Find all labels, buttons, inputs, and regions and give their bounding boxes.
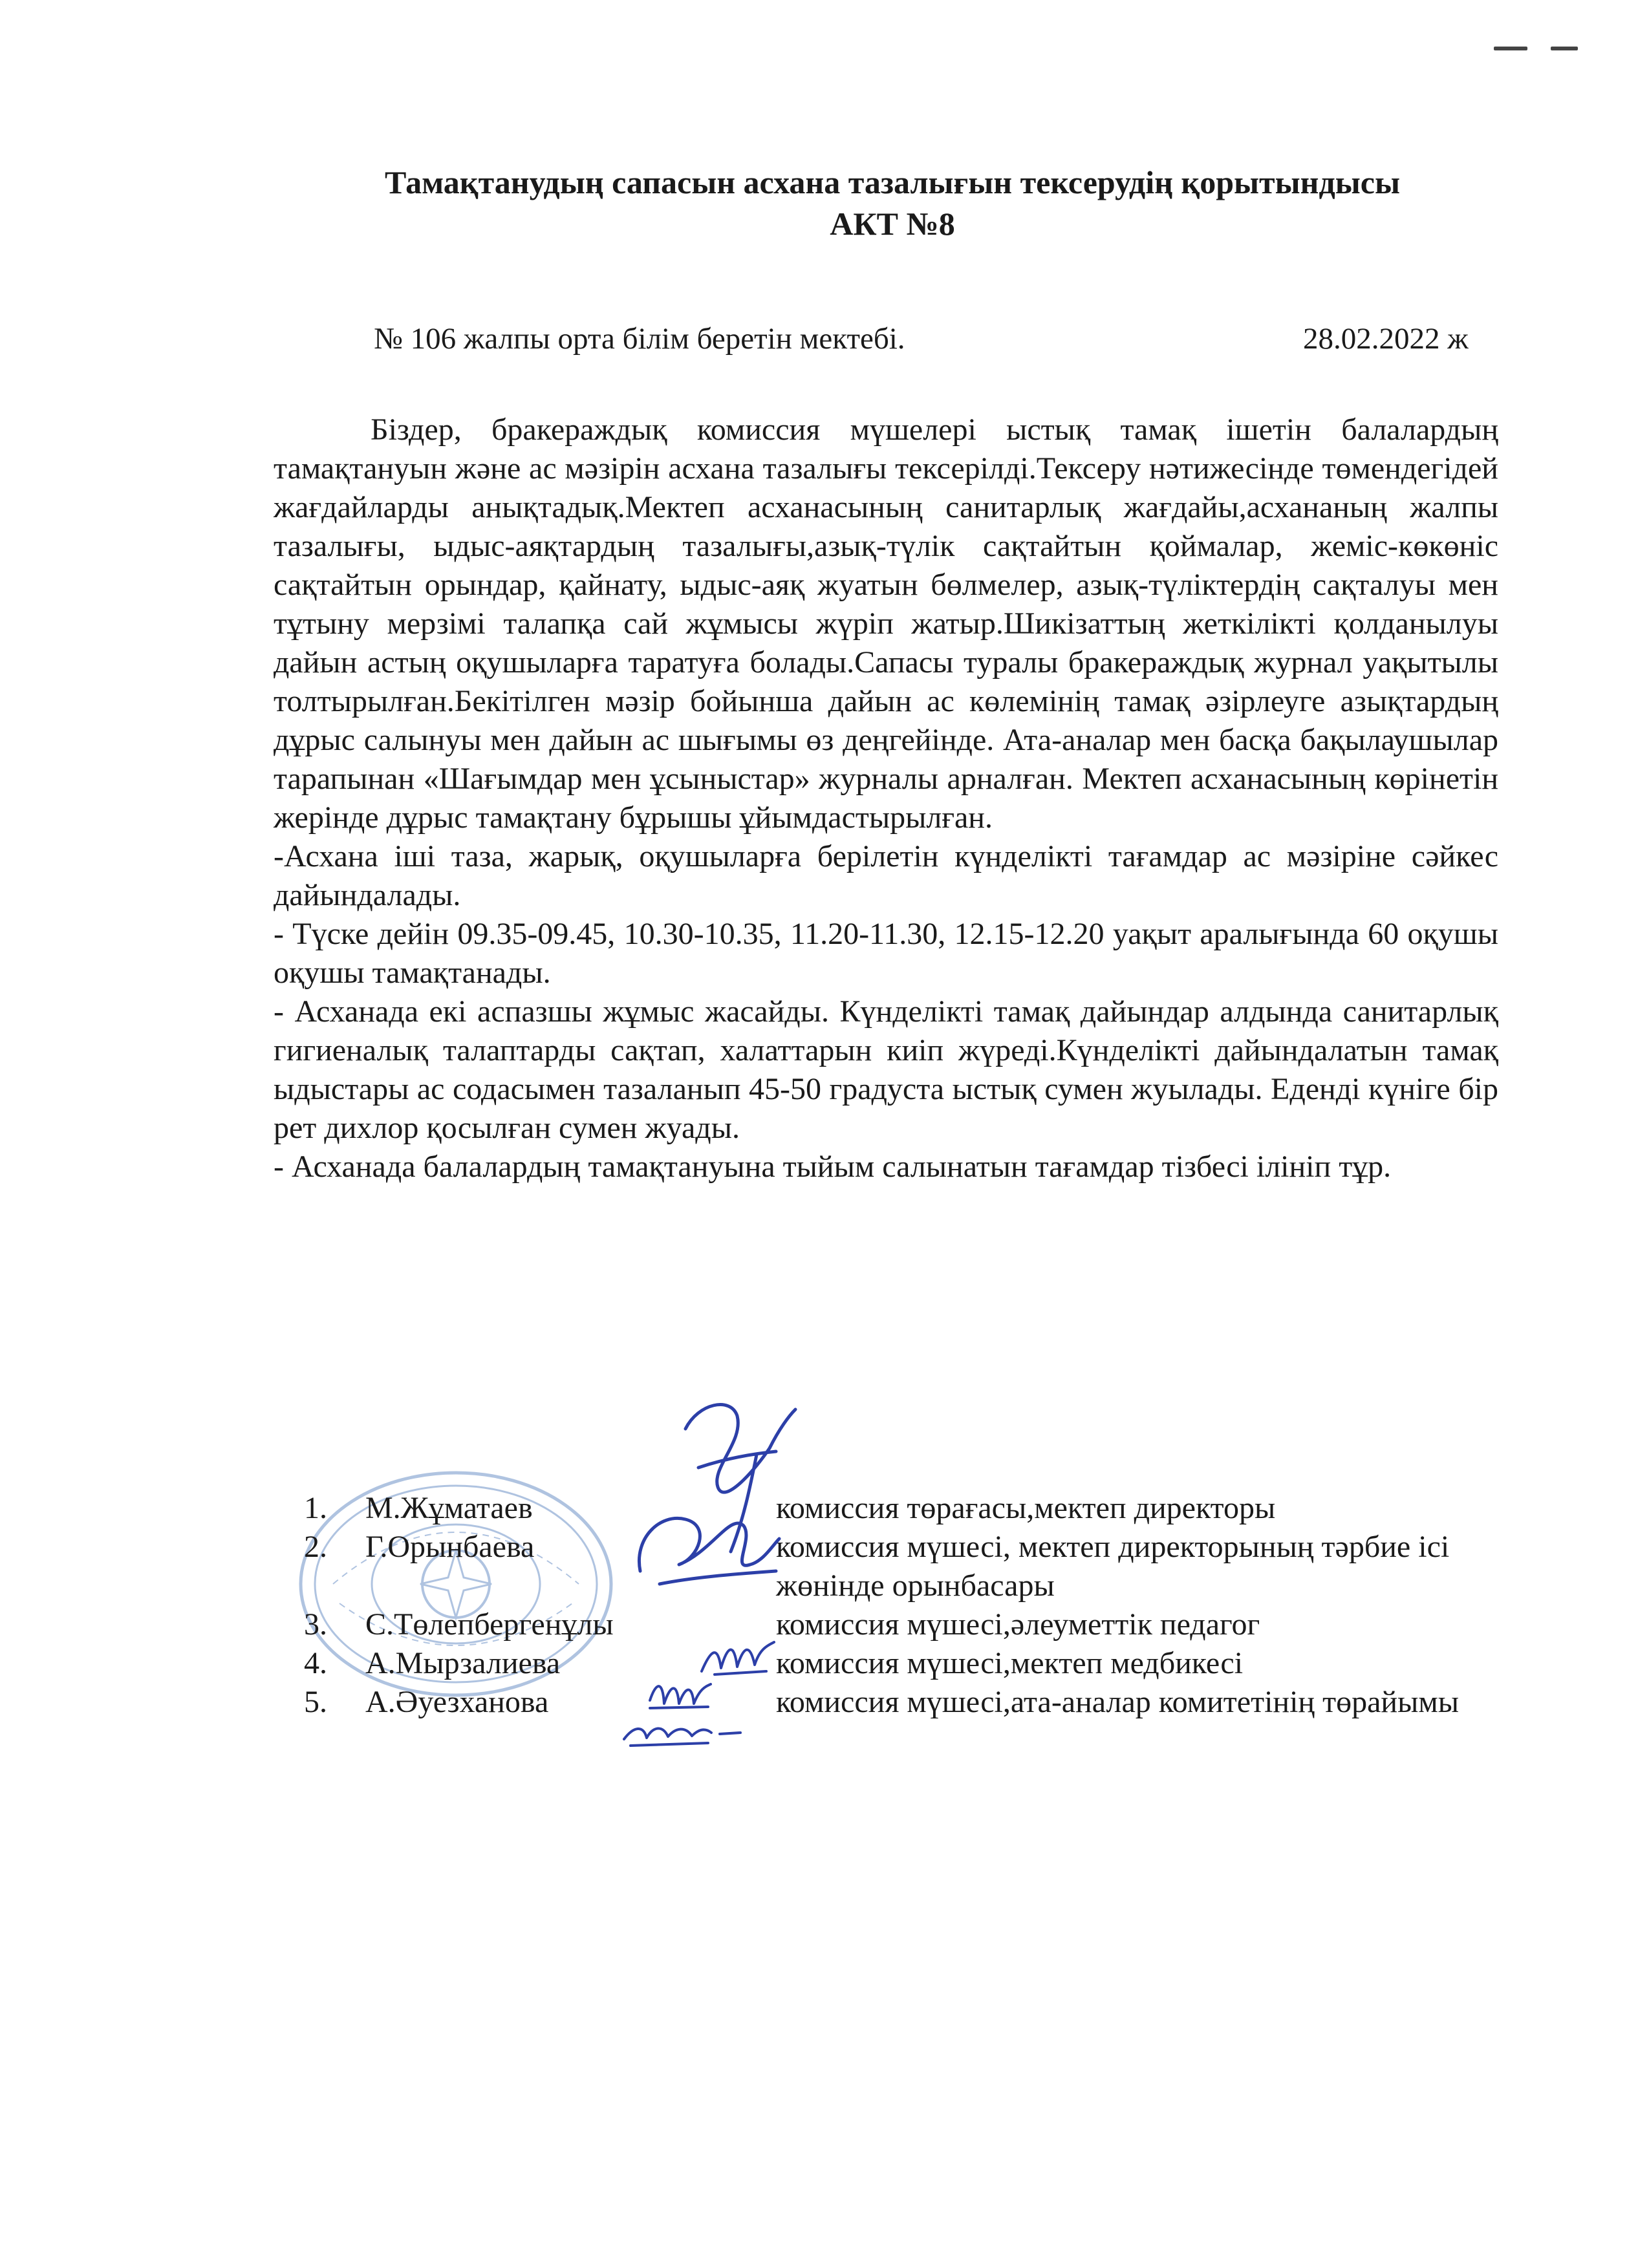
signer-name: М.Жұматаев bbox=[365, 1491, 533, 1525]
body-paragraph: - Асханада екі аспазшы жұмыс жасайды. Күнделікті тамақ дайындар алдында санитарлық гигиеналық талаптарды сақтап, халаттарын киіп жүреді.Күнделікті дайындалатын тамақ ыдыстары ас содасымен тазаланып 45-50 градуста ыстық сумен жуылады. Еденді күніге бір рет дихлор қосылған сумен жуады. bbox=[274, 994, 1498, 1145]
signer-row bbox=[304, 1644, 1533, 1683]
body-paragraph: - Асханада балалардың тамақтануына тыйым салынатын тағамдар тізбесі ілініп тұр. bbox=[274, 1150, 1392, 1184]
signer-row bbox=[304, 1683, 1533, 1760]
signature bbox=[618, 1713, 747, 1752]
signer-row bbox=[304, 1528, 1533, 1605]
school-name: № 106 жалпы орта білім беретін мектебі. bbox=[374, 322, 905, 356]
signer-number: 1. bbox=[304, 1491, 327, 1525]
document-title bbox=[272, 162, 1513, 244]
act-body bbox=[274, 411, 1498, 1186]
signer-name: А.Мырзалиева bbox=[365, 1646, 561, 1680]
signer-role: комиссия мүшесі,мектеп медбикесі bbox=[776, 1646, 1244, 1680]
scan-mark bbox=[1551, 47, 1578, 50]
signers-list bbox=[304, 1489, 1533, 1760]
signer-role: комиссия мүшесі,ата-аналар комитетінің төрайымы bbox=[776, 1685, 1459, 1719]
signer-number: 2. bbox=[304, 1530, 327, 1564]
signer-number: 3. bbox=[304, 1607, 327, 1642]
scan-mark bbox=[1494, 47, 1527, 50]
title-line-2: АКТ №8 bbox=[830, 206, 955, 242]
signer-row bbox=[304, 1489, 1533, 1528]
signer-role: комиссия төрағасы,мектеп директоры bbox=[776, 1491, 1276, 1525]
signer-name: С.Төлепбергенұлы bbox=[365, 1607, 614, 1642]
signer-role: комиссия мүшесі,әлеуметтік педагог bbox=[776, 1607, 1260, 1642]
title-line-1: Тамақтанудың сапасын асхана тазалығын тексерудің қорытындысы bbox=[384, 164, 1401, 200]
signer-row bbox=[304, 1605, 1533, 1644]
signer-number: 5. bbox=[304, 1685, 327, 1719]
signer-name: Г.Орынбаева bbox=[365, 1530, 535, 1564]
body-paragraph: -Асхана іші таза, жарық, оқушыларға берілетін күнделікті тағамдар ас мәзіріне сәйкес дайындалады. bbox=[274, 839, 1498, 912]
signature bbox=[643, 1674, 715, 1713]
signer-role: комиссия мүшесі, мектеп директорының тәрбие ісі жөнінде орынбасары bbox=[776, 1530, 1450, 1603]
body-paragraph: Біздер, бракераждық комиссия мүшелері ыстық тамақ ішетін балалардың тамақтануын және ас мәзірін асхана тазалығы тексерілді.Тексеру нәтижесінде төмендегідей жағдайларды анықтадық.Мектеп асханасының санитарлық жағдайы,асхананың жалпы тазалығы, ыдыс-аяқтардың тазалығы,азық-түлік сақтайтын қоймалар, жеміс-көкөніс сақтайтын орындар, қайнату, ыдыс-аяқ жуатын бөлмелер, азық-түліктердің сақталуы мен тұтыну мерзімі талапқа сай жұмысы жүріп жатыр.Шикізаттың жеткілікті қолданылуы дайын астың оқушыларға таратуға болады.Сапасы туралы бракераждық журнал уақытылы толтырылған.Бекітілген мәзір бойынша дайын ас көлемінің тамақ әзірлеуге азықтардың дұрыс салынуы мен дайын ас шығымы өз деңгейінде. Ата-аналар мен басқа бақылаушылар тарапынан «Шағымдар мен ұсыныстар» журналы арналған. Мектеп асханасының көрінетін жерінде дұрыс тамақтану бұрышы ұйымдастырылған. bbox=[274, 412, 1498, 835]
signature bbox=[621, 1500, 789, 1597]
signer-number: 4. bbox=[304, 1646, 327, 1680]
signer-name: А.Әуезханова bbox=[365, 1685, 549, 1719]
body-paragraph: - Түске дейін 09.35-09.45, 10.30-10.35, 11.20-11.30, 12.15-12.20 уақыт аралығында 60 оқушы оқушы тамақтанады. bbox=[274, 917, 1498, 990]
document-date: 28.02.2022 ж bbox=[1303, 322, 1469, 356]
